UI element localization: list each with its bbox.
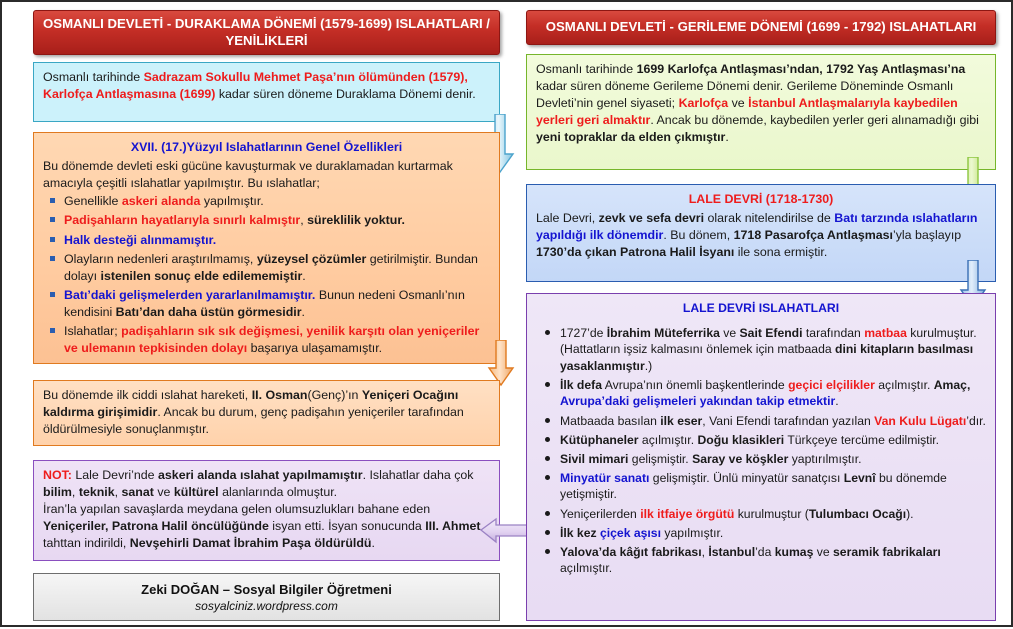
osman-text-1: Bu dönemde ilk ciddi ıslahat hareketi, (43, 388, 252, 402)
gerileme-seg: Karlofça (678, 96, 729, 111)
duraklama-definition-box (33, 62, 500, 122)
note-seg: İran’la yapılan savaşlarda meydana gelen olumsuzlukları bahane eden (43, 502, 431, 517)
bullet-seg: Sivil mimari (560, 451, 629, 466)
list-item (560, 451, 986, 468)
gerileme-seg: İstanbul Antlaşmalarıyla kaybedilen yerleri geri almaktır (536, 96, 958, 128)
bullet-seg: geçici elçilikler (788, 377, 875, 392)
bullet-seg: Avrupa’daki gelişmeleri yakından takip etmektir (560, 394, 836, 409)
gerileme-seg: yeni topraklar da elden çıkmıştır (536, 130, 726, 145)
bullet-seg: matbaa (864, 325, 907, 340)
general-features-box (33, 132, 500, 364)
bullet-seg: İlk defa (560, 377, 602, 392)
bullet-seg: istenilen sonuç elde edilememiştir (100, 268, 303, 283)
credit-author: Zeki DOĞAN – Sosyal Bilgiler Öğretmeni (141, 581, 392, 597)
note-seg: bilim (43, 485, 72, 500)
bullet-seg: dini kitapların basılması yasaklanmıştır (560, 342, 974, 373)
note-seg: III. Ahmet (425, 519, 481, 534)
gerileme-seg: . (725, 130, 729, 145)
osman-reform-box (33, 380, 500, 446)
bullet-seg: , (701, 544, 709, 559)
list-item (64, 323, 490, 357)
bullet-seg: Avrupa’nın önemli başkentlerinde (602, 377, 789, 392)
list-item (64, 212, 490, 229)
credit-footer (33, 573, 500, 621)
note-seg: isyan etti. İsyan sonucunda (268, 519, 426, 534)
bullet-seg: 1727’de (560, 325, 607, 340)
bullet-seg: , Vani Efendi tarafından yazılan (702, 413, 875, 428)
lale-seg: zevk ve sefa devri (598, 211, 705, 226)
bullet-seg: ilk eser (660, 413, 703, 428)
bullet-seg: ilk itfaiye örgütü (640, 506, 735, 521)
bullet-seg: ve (719, 325, 740, 340)
list-item (560, 325, 986, 375)
note-seg: teknik (78, 485, 115, 500)
bullet-seg: İlk kez (560, 525, 600, 540)
bullet-seg: Padişahların hayatlarıyla sınırlı kalmıştır (64, 213, 301, 228)
lale-seg: 1730’da çıkan Patrona Halil İsyanı (536, 245, 735, 260)
lale-devri-box (526, 184, 996, 282)
list-item (560, 377, 986, 410)
osman-text-3: (Genç)’ın (307, 388, 362, 402)
bullet-seg: kurulmuştur ( (734, 506, 809, 521)
left-column-header: OSMANLI DEVLETİ - DURAKLAMA DÖNEMİ (1579-1699) ISLAHATLARI / YENİLİKLERİ (33, 10, 500, 55)
note-box (33, 460, 500, 561)
note-seg: ve (153, 485, 174, 500)
osman-text-4: Yeniçeri Ocağını kaldırma girişimidir (43, 388, 459, 420)
lale-devri-reforms-box (526, 293, 996, 621)
duraklama-text-2: Sadrazam Sokullu Mehmet Paşa’nın ölümünden (1579), Karlofça Antlaşmasına (1699) (43, 70, 468, 102)
bullet-seg: Saray ve köşkler (692, 451, 789, 466)
bullet-seg: Olayların nedenleri araştırılmamış, (64, 251, 257, 266)
list-item (560, 506, 986, 523)
note-seg: . (371, 536, 375, 551)
list-item (64, 193, 490, 210)
duraklama-text-3: kadar süren döneme Duraklama Dönemi denir. (215, 87, 476, 102)
bullet-seg: Yeniçerilerden (560, 506, 641, 521)
note-seg: Nevşehirli Damat İbrahim Paşa öldürüldü (129, 536, 372, 551)
bullet-seg: Matbaada basılan (560, 413, 661, 428)
right-column-header: OSMANLI DEVLETİ - GERİLEME DÖNEMİ (1699 - 1792) ISLAHATLARI (526, 10, 996, 45)
note-seg: , (114, 485, 122, 500)
lale-seg: 1718 Pasarofça Antlaşması (733, 228, 893, 243)
list-item (560, 525, 986, 542)
bullet-seg: Bunun nedeni Osmanlı’nın kendisini (64, 287, 465, 319)
bullet-seg: başarıya ulaşamamıştır. (247, 341, 383, 356)
lale-devri-title: LALE DEVRİ (1718-1730) (688, 192, 834, 206)
bullet-seg: Levnî (843, 470, 876, 485)
bullet-seg: açılmıştır. (874, 377, 934, 392)
bullet-seg: Tulumbacı Ocağı (808, 506, 907, 521)
note-seg: kültürel (173, 485, 219, 500)
lale-seg: Lale Devri, (536, 211, 599, 226)
left-column (2, 2, 508, 629)
bullet-seg: Islahatlar; (64, 324, 122, 339)
note-seg: alanlarında olmuştur. (218, 485, 338, 500)
duraklama-text-1: Osmanlı tarihinde (43, 70, 144, 84)
list-item (64, 251, 490, 285)
bullet-seg: Sait Efendi (739, 325, 803, 340)
bullet-seg: yüzeysel çözümler (256, 251, 367, 266)
note-label: NOT: (43, 468, 72, 482)
lale-seg: ’yla başlayıp (892, 228, 962, 243)
bullet-seg: çiçek aşısı (599, 525, 661, 540)
bullet-seg: getirilmiştir. Bundan dolayı (64, 251, 478, 283)
list-item (64, 287, 490, 321)
general-features-lead: Bu dönemde devleti eski gücüne kavuşturmak ve duraklamadan kurtarmak amacıyla çeşitli ıslahatlar yapılmıştır. Bu ıslahatlar; (43, 159, 453, 191)
gerileme-seg: 1699 Karlofça Antlaşması’ndan, 1792 Yaş Antlaşması’na (636, 62, 966, 76)
bullet-seg: Minyatür sanatı (560, 470, 650, 485)
list-item (560, 432, 986, 449)
general-features-list (43, 193, 490, 357)
lale-reforms-title: LALE DEVRİ ISLAHATLARI (682, 301, 840, 315)
bullet-seg: ’da (755, 544, 775, 559)
bullet-seg: Türkçeye tercüme edilmiştir. (784, 432, 940, 447)
lale-seg: olarak nitelendirilse de (704, 211, 835, 226)
lale-seg: . Bu dönem, (663, 228, 734, 243)
bullet-seg: kumaş (774, 544, 814, 559)
bullet-seg: Genellikle (64, 194, 122, 209)
gerileme-seg: ve (728, 96, 749, 111)
bullet-seg: gelişmiştir. Ünlü minyatür sanatçısı (649, 470, 844, 485)
general-features-title: XVII. (17.)Yüzyıl Islahatlarının Genel Özellikleri (130, 140, 403, 154)
bullet-seg: ve (813, 544, 834, 559)
osman-text-2: II. Osman (251, 388, 308, 402)
list-item (560, 413, 986, 430)
note-seg: Yeniçeriler, Patrona Halil öncülüğünde (43, 519, 269, 534)
gerileme-seg: kadar süren döneme Gerileme Dönemi denir. Gerileme Döneminde Osmanlı Devleti’nin genel siyaseti; (536, 79, 954, 111)
bullet-seg: bu dönemde yetişmiştir. (560, 470, 947, 502)
lale-seg: ile sona ermiştir. (734, 245, 828, 260)
bullet-seg: süreklilik yoktur. (307, 213, 405, 228)
bullet-seg: Doğu klasikleri (697, 432, 785, 447)
bullet-seg: . (835, 394, 839, 409)
note-seg: . Islahatlar daha çok (362, 468, 474, 482)
bullet-seg: ). (906, 506, 914, 521)
credit-website: sosyalciniz.wordpress.com (195, 598, 338, 613)
list-item (560, 544, 986, 577)
bullet-seg: tarafından (802, 325, 865, 340)
bullet-seg: Van Kulu Lügatı (874, 413, 967, 428)
lale-seg: Batı tarzında ıslahatların yapıldığı ilk dönemdir (536, 211, 978, 243)
bullet-seg: padişahların sık sık değişmesi, yenilik karşıtı olan yeniçeriler ve ulemanın tepkisinden dolayı (64, 324, 480, 356)
bullet-seg: Halk desteği alınmamıştır. (64, 232, 217, 247)
note-seg: Lale Devri’nde (71, 468, 159, 482)
bullet-seg: ’dır. (966, 413, 986, 428)
bullet-seg: açılmıştır. (638, 432, 698, 447)
bullet-seg: Batı’daki gelişmelerden yararlanılmamıştır. (64, 287, 316, 302)
bullet-seg: askeri alanda (121, 194, 201, 209)
lale-reforms-list (536, 325, 986, 577)
bullet-seg: yapılmıştır. (200, 194, 264, 209)
bullet-seg: yapılmıştır. (660, 525, 724, 540)
bullet-seg: . (302, 268, 306, 283)
gerileme-seg: Osmanlı tarihinde (536, 62, 637, 76)
bullet-seg: İstanbul (708, 544, 756, 559)
bullet-seg: Kütüphaneler (560, 432, 639, 447)
bullet-seg: Amaç, (933, 377, 971, 392)
list-item (560, 470, 986, 503)
bullet-seg: Yalova’da kâğıt fabrikası (560, 544, 702, 559)
bullet-seg: Batı’dan daha üstün görmesidir (115, 304, 302, 319)
note-seg: , (71, 485, 79, 500)
osman-text-5: . Ancak bu durum, genç padişahın yeniçeriler tarafından öldürülmesiyle sonuçlanmıştır. (43, 405, 464, 437)
gerileme-seg: . Ancak bu dönemde, kaybedilen yerler geri alınamadığı gibi (650, 113, 979, 128)
bullet-seg: . (301, 304, 305, 319)
bullet-seg: açılmıştır. (560, 561, 613, 576)
bullet-seg: gelişmiştir. (628, 451, 693, 466)
bullet-seg: seramik fabrikaları (833, 544, 941, 559)
bullet-seg: .) (644, 358, 653, 373)
bullet-seg: yaptırılmıştır. (788, 451, 862, 466)
gerileme-definition-box (526, 54, 996, 170)
right-column (508, 2, 1013, 629)
note-seg: askeri alanda ıslahat yapılmamıştır (158, 468, 363, 482)
note-seg: sanat (121, 485, 154, 500)
bullet-seg: , (300, 213, 308, 228)
list-item (64, 232, 490, 249)
bullet-seg: kurulmuştur. (Hattatların işsiz kalmasını önlemek için matbaada (560, 325, 977, 357)
bullet-seg: İbrahim Müteferrika (606, 325, 720, 340)
note-seg: tahttan indirildi, (43, 536, 130, 551)
